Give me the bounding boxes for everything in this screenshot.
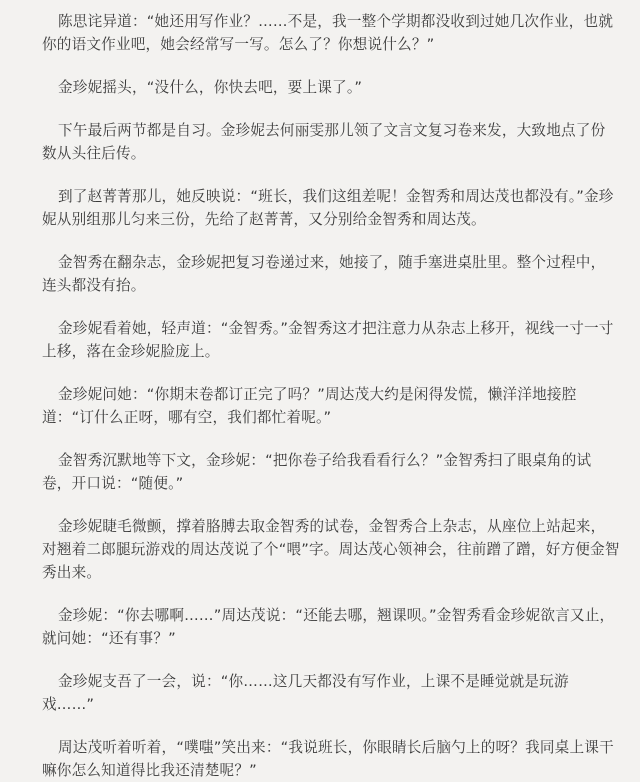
paragraph-1: 陈思诧异道：“她还用写作业？……不是，我一整个学期都没收到过她几次作业，也就你的语文作业吧，她会经常写一写。怎么了？你想说什么？”: [42, 13, 614, 53]
paragraph-9: 金珍妮睫毛微颤，撑着胳膊去取金智秀的试卷，金智秀合上杂志，从座位上站起来，对翘着二郎腿玩游戏的周达茂说了个“喂”字。周达茂心领神会，往前蹭了蹭，好方便金智秀出来。: [42, 518, 620, 581]
paragraph-2: 金珍妮摇头，“没什么，你快去吧，要上课了。”: [58, 79, 363, 96]
paragraph-12: 周达茂听着听着，“噗嗤”笑出来：“我说班长，你眼睛长后脑勺上的呀？我同桌上课干嘛你怎么知道得比我还清楚呢？”: [42, 739, 614, 779]
paragraph-8: 金智秀沉默地等下文，金珍妮：“把你卷子给我看看行么？”金智秀扫了眼桌角的试卷，开口说：“随便。”: [42, 452, 592, 492]
paragraph-6: 金珍妮看着她，轻声道：“金智秀。”金智秀这才把注意力从杂志上移开，视线一寸一寸上移，落在金珍妮脸庞上。: [42, 320, 614, 360]
paragraph-11: 金珍妮支吾了一会，说：“你……这几天都没有写作业，上课不是睡觉就是玩游戏……”: [42, 673, 569, 713]
paragraph-4: 到了赵菁菁那儿，她反映说：“班长，我们这组差呢！金智秀和周达茂也都没有。”金珍妮从别组那儿匀来三份，先给了赵菁菁，又分别给金智秀和周达茂。: [42, 188, 614, 228]
paragraph-10: 金珍妮：“你去哪啊……”周达茂说：“还能去哪，翘课呗。”金智秀看金珍妮欲言又止，就问她：“还有事？”: [42, 607, 615, 647]
paragraph-3: 下午最后两节都是自习。金珍妮去何丽雯那儿领了文言文复习卷来发，大致地点了份数从头往后传。: [42, 122, 606, 162]
paragraph-5: 金智秀在翻杂志，金珍妮把复习卷递过来，她接了，随手塞进桌肚里。整个过程中，连头都没有抬。: [42, 254, 606, 294]
paragraph-7: 金珍妮问她：“你期末卷都订正完了吗？”周达茂大约是闲得发慌，懒洋洋地接腔道：“订什么正呀，哪有空，我们都忙着呢。”: [42, 386, 577, 426]
